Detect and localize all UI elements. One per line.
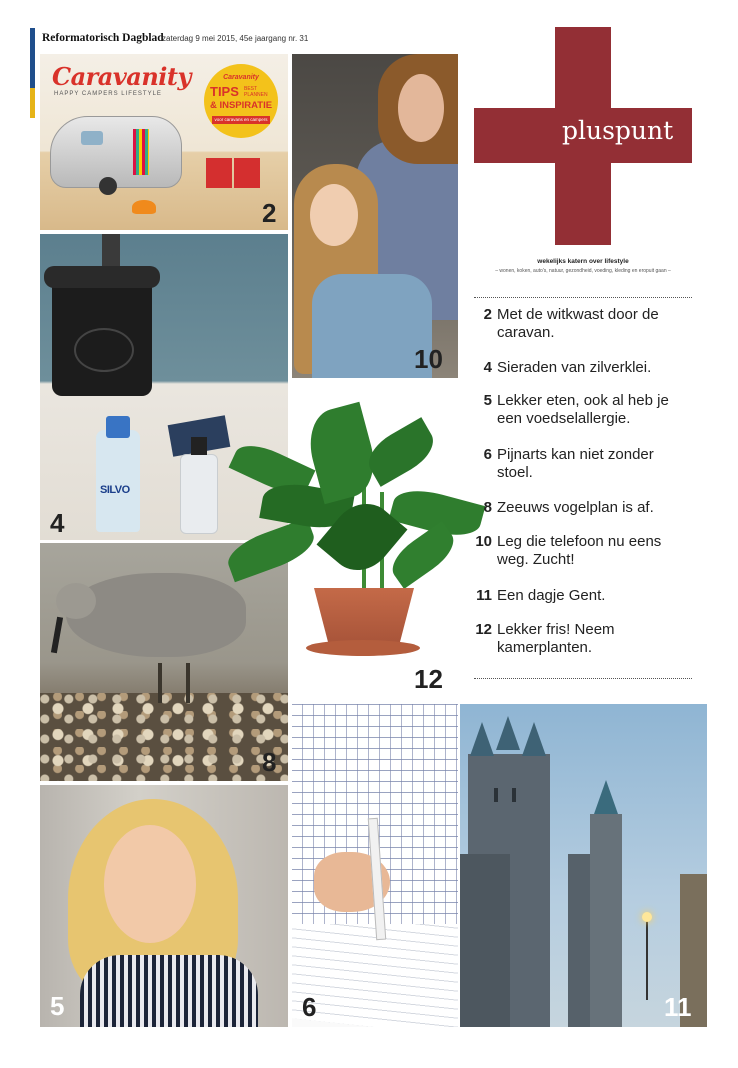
tower-spire bbox=[594, 780, 618, 814]
belfry-tower bbox=[590, 814, 622, 1027]
photo-writing[interactable] bbox=[292, 704, 458, 1027]
toc-text: Zeeuws vogelplan is af. bbox=[497, 499, 654, 516]
toc-text: caravan. bbox=[497, 323, 555, 341]
toc-page-number: 10 bbox=[475, 533, 492, 550]
toc-text: Met de witkwast door de bbox=[497, 306, 659, 323]
camping-chair bbox=[234, 158, 260, 188]
page-number-label: 2 bbox=[262, 198, 277, 228]
masthead bbox=[30, 28, 309, 46]
girl-face bbox=[310, 184, 358, 246]
bird-head bbox=[56, 583, 96, 619]
woman-face bbox=[104, 825, 196, 943]
lamp-post bbox=[646, 920, 648, 1000]
section-title: pluspunt bbox=[562, 116, 674, 145]
toc-page-number: 4 bbox=[483, 359, 492, 376]
toc-text: Sieraden van zilverklei. bbox=[497, 359, 652, 376]
dotted-divider bbox=[474, 297, 692, 298]
badge-brand: Caravanity bbox=[223, 74, 259, 81]
plant-leaf bbox=[361, 417, 442, 487]
toc-text: Lekker fris! Neem bbox=[497, 621, 615, 638]
photo-phone[interactable] bbox=[292, 54, 458, 378]
section-subtitle: – wonen, koken, auto's, natuur, gezondheid, voeding, kleding en eropuit gaan – bbox=[495, 268, 671, 274]
section-tagline: wekelijks katern over lifestyle bbox=[537, 258, 629, 265]
spray-bottle bbox=[180, 454, 218, 534]
cast-iron-stove bbox=[52, 276, 152, 396]
photo-bird[interactable] bbox=[40, 543, 288, 781]
toc-page-number: 2 bbox=[483, 306, 492, 323]
issue-info: zaterdag 9 mei 2015, 45e jaargang nr. 31 bbox=[162, 34, 309, 43]
toc-page-number: 12 bbox=[475, 621, 492, 638]
toc-text: Leg die telefoon nu eens bbox=[497, 533, 662, 550]
toc-text: weg. Zucht! bbox=[497, 550, 575, 568]
photo-silver-clay[interactable] bbox=[40, 234, 288, 540]
campfire bbox=[132, 200, 156, 214]
tips-badge bbox=[204, 64, 278, 138]
page-number-label: 4 bbox=[50, 508, 65, 538]
toc-text: Een dagje Gent. bbox=[497, 587, 606, 604]
dotted-divider bbox=[474, 678, 692, 679]
toc-page-number: 8 bbox=[483, 499, 492, 516]
page-number-label: 8 bbox=[262, 747, 277, 777]
photo-caravan[interactable] bbox=[40, 54, 288, 230]
page-number-label: 5 bbox=[50, 991, 65, 1021]
toc-page-number: 11 bbox=[476, 587, 492, 604]
bird-beak bbox=[51, 617, 63, 653]
pot-saucer bbox=[306, 640, 420, 656]
bird-body bbox=[66, 573, 246, 657]
masthead-color-bar bbox=[30, 28, 35, 118]
tower-spire bbox=[470, 722, 494, 756]
toc-text: stoel. bbox=[497, 463, 533, 481]
street-lamp bbox=[642, 912, 652, 922]
photo-woman[interactable] bbox=[40, 785, 288, 1027]
pebble-beach bbox=[40, 693, 288, 781]
caravanity-logo-subtitle: HAPPY CAMPERS LIFESTYLE bbox=[54, 91, 162, 97]
toc-text: een voedselallergie. bbox=[497, 409, 631, 427]
toc-page-number: 6 bbox=[483, 446, 492, 463]
caravan-trailer bbox=[50, 116, 182, 188]
woman-face bbox=[398, 74, 444, 142]
bottle-label: SILVO bbox=[100, 484, 130, 496]
building bbox=[460, 854, 510, 1027]
newspaper-name: Reformatorisch Dagblad bbox=[42, 32, 164, 44]
toc-text: kamerplanten. bbox=[497, 638, 593, 656]
camping-chair bbox=[206, 158, 232, 188]
badge-side: BEST PLANNEN bbox=[244, 86, 268, 98]
photo-gent[interactable] bbox=[460, 704, 707, 1027]
tower-spire bbox=[496, 716, 520, 750]
page-number-label: 12 bbox=[414, 664, 443, 694]
toc-text: Lekker eten, ook al heb je bbox=[497, 392, 669, 409]
striped-blouse bbox=[80, 955, 258, 1027]
tower-spire bbox=[522, 722, 546, 756]
caravanity-logo: Caravanity bbox=[52, 62, 191, 91]
photo-plant[interactable] bbox=[292, 382, 458, 700]
bird-leg bbox=[186, 663, 190, 703]
badge-tips: TIPS bbox=[210, 84, 239, 99]
page-number-label: 10 bbox=[414, 344, 443, 374]
toc-page-number: 5 bbox=[483, 392, 492, 409]
flower-pot bbox=[314, 588, 414, 642]
bird-leg bbox=[158, 663, 162, 703]
toc-text: Pijnarts kan niet zonder bbox=[497, 446, 654, 463]
badge-ribbon: voor caravans en campers bbox=[212, 116, 270, 124]
page-number-label: 6 bbox=[302, 992, 317, 1022]
silvo-bottle bbox=[96, 430, 140, 532]
badge-main: & INSPIRATIE bbox=[209, 100, 273, 111]
page-number-label: 11 bbox=[664, 992, 692, 1022]
